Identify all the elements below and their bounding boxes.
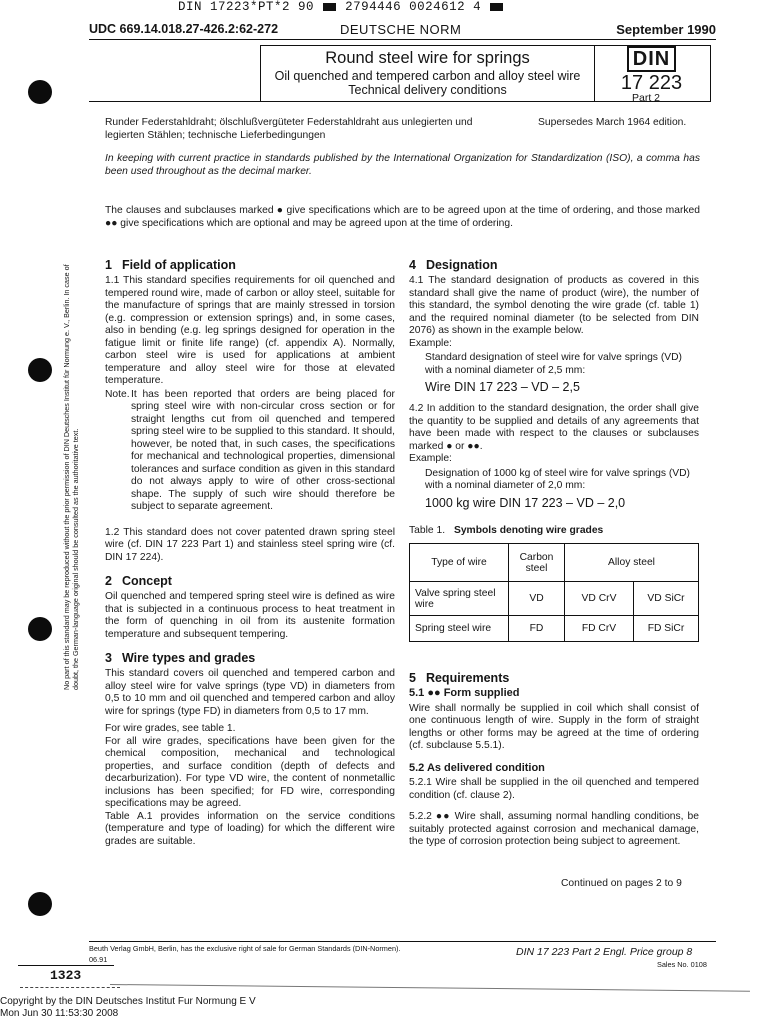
subsection-5-1-heading: 5.1 ●● Form supplied bbox=[409, 687, 520, 699]
paragraph-1-1: 1.1 This standard specifies requirements for oil quenched and tempered round wire, made of carbon or alloy steel, suitable for the manufacture of springs that are mainly stressed in torsion (e.g. compression or extension springs) and, in some cases, also in bending (e.g. leg springs designed for operation in the fatigue limit or finite life range) (cf. appendix A). Normally, carbon steel wire is used for applications at ambient temperature and alloy steel wire for those at elevated temperature. bbox=[105, 275, 395, 386]
section-1-heading: 1 Field of application bbox=[105, 258, 236, 272]
timestamp: Mon Jun 30 11:53:30 2008 bbox=[0, 1008, 119, 1019]
wire-grades-table bbox=[409, 543, 699, 642]
stamp-line bbox=[20, 987, 120, 988]
title-rule bbox=[89, 101, 710, 102]
document-code: DIN 17223*PT*2 90 2794446 0024612 4 bbox=[178, 0, 504, 14]
copyright-notice: Copyright by the DIN Deutsches Institut Fur Normung E V bbox=[0, 996, 256, 1007]
punch-hole-bottom bbox=[28, 892, 52, 916]
left-column bbox=[105, 258, 395, 848]
udc-number: UDC 669.14.018.27-426.2:62-272 bbox=[89, 22, 279, 36]
din-logo: DIN bbox=[627, 46, 676, 72]
table-cell: FD SiCr bbox=[634, 616, 699, 642]
table-cell: VD SiCr bbox=[634, 582, 699, 616]
table-cell: Valve spring steel wire bbox=[410, 582, 509, 616]
publication-date: September 1990 bbox=[616, 22, 716, 37]
table-row bbox=[410, 582, 699, 616]
table-cell: FD CrV bbox=[565, 616, 634, 642]
example-1-text: Standard designation of steel wire for valve springs (VD) with a nominal diameter of 2,5 mm: bbox=[425, 352, 682, 376]
header-type-of-wire: Type of wire bbox=[410, 544, 509, 582]
document-subtitle-2: Technical delivery conditions bbox=[348, 83, 507, 97]
document-title: Round steel wire for springs bbox=[325, 49, 530, 67]
deutsche-norm-label: DEUTSCHE NORM bbox=[340, 22, 462, 37]
paragraph-5-2-2: 5.2.2 ●● Wire shall, assuming normal handling conditions, be suitably protected against corrosion and mechanical damage, the type of corrosion protection being subject to agreement. bbox=[409, 811, 699, 847]
section-2-heading: 2 Concept bbox=[105, 574, 172, 588]
table-cell: VD bbox=[509, 582, 565, 616]
paragraph-5-2-1: 5.2.1 Wire shall be supplied in the oil quenched and tempered condition (cf. clause 2). bbox=[409, 777, 699, 801]
table-row bbox=[410, 616, 699, 642]
german-title: Runder Federstahldraht; ölschlußvergüteter Federstahldraht aus unlegierten und legierten Stählen; technische Lieferbedingungen bbox=[105, 117, 473, 141]
note-label: Note. bbox=[105, 388, 130, 400]
clauses-note: The clauses and subclauses marked ● give specifications which are to be agreed upon at the time of ordering, and those marked ●● give specifications which are optional and may be agreed upon at the time of ordering. bbox=[105, 205, 700, 229]
din-box bbox=[593, 45, 711, 102]
table-cell: Spring steel wire bbox=[410, 616, 509, 642]
sales-number: Sales No. 0108 bbox=[657, 960, 707, 969]
punch-hole-top bbox=[28, 80, 52, 104]
paragraph-1-2: 1.2 This standard does not cover patented drawn spring steel wire (cf. DIN 17 223 Part 1) and stainless steel spring wire (cf. DIN 17 224). bbox=[105, 526, 395, 563]
header-alloy-steel: Alloy steel bbox=[565, 544, 699, 582]
paragraph-4-1: 4.1 The standard designation of products as covered in this standard shall give the name of product (wire), the number of this standard, the symbol denoting the wire grade (cf. table 1) and the required nominal diameter (to be selected from DIN 2076) as shown in the example below. bbox=[409, 275, 699, 336]
subsection-5-2-heading: 5.2 As delivered condition bbox=[409, 761, 545, 774]
punch-hole-upper bbox=[28, 358, 52, 382]
continued-note: Continued on pages 2 to 9 bbox=[561, 878, 682, 889]
section-3-heading: 3 Wire types and grades bbox=[105, 651, 256, 665]
standard-part: Part 2 bbox=[632, 92, 661, 104]
paragraph-3-2: For wire grades, see table 1. bbox=[105, 723, 236, 734]
paragraph-5-1: Wire shall normally be supplied in coil which shall consist of one continuous length of wire. Supply in the form of straight lengths or other forms may be agreed at the time of ordering (cf. subclause 5.5.1). bbox=[409, 702, 699, 751]
right-column bbox=[409, 258, 699, 849]
table-cell: FD bbox=[509, 616, 565, 642]
table-caption: Table 1. Symbols denoting wire grades bbox=[409, 524, 604, 536]
standard-number: 17 223 bbox=[620, 72, 683, 94]
paragraph-3-3: For all wire grades, specifications have been given for the chemical composition, mechanical and technological properties, and surface condition (depth of defects and decarburization). For type VD wire, the content of nonmetallic inclusions has been specified; for FD wire, corresponding specifications may be agreed. bbox=[105, 735, 395, 809]
note-text: It has been reported that orders are being placed for spring steel wire with non-circular cross section or for straight lengths cut from oil quenched and tempered spring steel wire to be supplied to this standard. It should, however, be noted that, in such cases, the specifications for mechanical and technological properties, dimensional tolerances and surface condition as given in this standard do not always apply to wire of other cross-sectional shape. The supply of such wire should therefore be subject to separate agreement. bbox=[131, 388, 395, 512]
stamp-number: 1323 bbox=[50, 968, 82, 983]
barcode-block bbox=[323, 3, 336, 11]
example-2-designation: 1000 kg wire DIN 17 223 – VD – 2,0 bbox=[425, 495, 626, 510]
edition-code: 06.91 bbox=[89, 955, 108, 964]
table-header-row bbox=[410, 544, 699, 582]
document-subtitle: Oil quenched and tempered carbon and alloy steel wire bbox=[274, 69, 581, 83]
scan-edge-line bbox=[110, 984, 750, 992]
table-cell: VD CrV bbox=[565, 582, 634, 616]
example-label-2: Example: bbox=[409, 453, 452, 464]
example-1-designation: Wire DIN 17 223 – VD – 2,5 bbox=[425, 380, 580, 394]
section-4-heading: 4 Designation bbox=[409, 258, 498, 272]
footer-ref: DIN 17 223 Part 2 Engl. Price group 8 bbox=[516, 946, 693, 958]
example-2-text: Designation of 1000 kg of steel wire for valve springs (VD) with a nominal diameter of 2,0 mm: bbox=[425, 467, 690, 491]
stamp-underline bbox=[18, 965, 114, 966]
iso-note: In keeping with current practice in standards published by the International Organization for Standardization (ISO), a comma has been used throughout as the decimal marker. bbox=[105, 153, 700, 177]
punch-hole-lower bbox=[28, 617, 52, 641]
paragraph-3-1: This standard covers oil quenched and tempered carbon and alloy steel wire for valve springs (type VD) in diameters from 0,5 to 10 mm and oil quenched and tempered carbon and alloy wire for springs (type FD) in diameters from 0,5 to 17 mm. bbox=[105, 668, 395, 717]
paragraph-2: Oil quenched and tempered spring steel wire is defined as wire that is subjected in a continuous process to heat treatment in the form of quenching in oil from its austenite formation temperature and subsequent tempering. bbox=[105, 591, 395, 640]
barcode-block bbox=[490, 3, 503, 11]
title-box bbox=[260, 45, 595, 102]
paragraph-4-2: 4.2 In addition to the standard designation, the order shall give the quantity to be supplied and details of any agreements that have been made with respect to the clauses or subclauses marked ● or ●●. bbox=[409, 403, 699, 452]
header-rule bbox=[89, 39, 716, 40]
header-carbon-steel: Carbon steel bbox=[509, 544, 565, 582]
paragraph-3-4: Table A.1 provides information on the service conditions (temperature and type of loading) for which the different wire grades are suitable. bbox=[105, 810, 395, 847]
note-block bbox=[105, 389, 395, 514]
beuth-note: Beuth Verlag GmbH, Berlin, has the exclusive right of sale for German Standards (DIN-Normen). bbox=[89, 944, 401, 953]
footer-rule bbox=[89, 941, 716, 942]
section-5-heading: 5 Requirements bbox=[409, 671, 510, 685]
supersedes-note: Supersedes March 1964 edition. bbox=[538, 117, 687, 128]
example-label-1: Example: bbox=[409, 337, 452, 349]
